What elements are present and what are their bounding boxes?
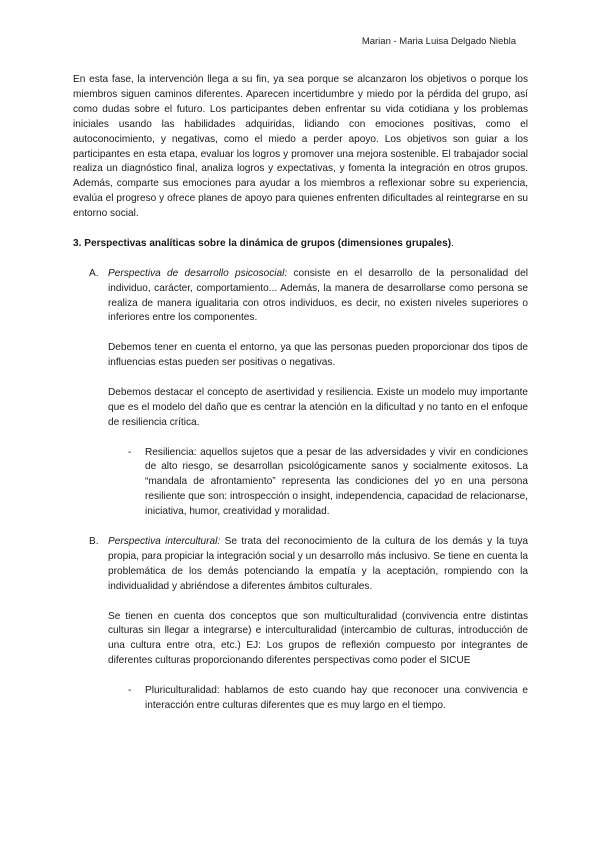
list-marker-b: B. [89, 536, 99, 547]
item-a-bullet [73, 446, 528, 521]
bullet-dash-a: - [128, 446, 132, 458]
item-a-bullet-text: Resiliencia: aquellos sujetos que a pesar de las adversidades y vivir en condiciones de alto riesgo, se desarrollan psicológicamente sanos y socialmente exitosos. La “mandala de afrontamiento” representa las condiciones del yo en una persona resiliente que son: introspección o insight, independencia, capacidad de relacionarse, iniciativa, humor, creatividad y moralidad. [145, 446, 528, 518]
section-heading-text: 3. Perspectivas analíticas sobre la dinámica de grupos (dimensiones grupales) [73, 237, 452, 249]
item-b-title: Perspectiva intercultural: [108, 536, 221, 547]
page-header-author: Marian - Maria Luisa Delgado Niebla [361, 36, 516, 47]
item-a-paragraph-3: Debemos destacar el concepto de asertividad y resiliencia. Existe un modelo muy importante que es el modelo del daño que es centrar la atención en la dificultad y no tanto en el enfoque de resiliencia crítica. [108, 386, 528, 428]
item-b-paragraph-2: Se tienen en cuenta dos conceptos que son multiculturalidad (convivencia entre distintas culturas sin llegar a integrarse) e interculturalidad (intercambio de culturas, introducción de una cultura entre otra, etc.) EJ: Los grupos de reflexión compuesto por integrantes de diferentes culturas proporcionando diferentes perspectivas como poder el SICUE [108, 610, 528, 667]
list-marker-a: A. [89, 267, 99, 279]
bullet-dash-b: - [128, 685, 132, 697]
document-body [73, 73, 528, 714]
section-heading-period: . [451, 237, 454, 249]
item-a-text: consiste en el desarrollo de la personalidad del individuo, carácter, comportamiento... Además, la manera de desarrollarse como persona se realiza de manera igualitaria con otros individuos, es decir, no existen niveles superiores o inferiores entre los componentes. [108, 267, 529, 324]
item-b-bullet-text: Pluriculturalidad: hablamos de esto cuando hay que reconocer una convivencia e interacción entre culturas diferentes que es muy largo en el tiempo. [145, 685, 528, 711]
item-a-title: Perspectiva de desarrollo psicosocial: [108, 267, 288, 279]
list-item-b [73, 535, 528, 684]
item-b-text: Se trata del reconocimiento de la cultura de los demás y la tuya propia, para propiciar la integración social y un desarrollo más inclusivo. Se tiene en cuenta la problemática de los demás potenciando la empatía y la aceptación, rompiendo con la individualidad y abriéndose a diferentes ámbitos culturales. [108, 536, 528, 592]
list-item-a [73, 267, 528, 446]
section-heading [73, 237, 528, 252]
intro-paragraph: En esta fase, la intervención llega a su fin, ya sea porque se alcanzaron los objetivos o porque los miembros siguen caminos diferentes. Aparecen incertidumbre y miedo por la pérdida del grupo, así como dudas sobre el futuro. Los participantes deben enfrentar su vida cotidiana y los problemas iniciales usando las habilidades adquiridas, lidiando con emociones positivas, como el autoconocimiento, y negativas, como el miedo a perder apoyo. Los objetivos son guiar a los participantes en esta etapa, evaluar los logros y promover una mejora sostenible. El trabajador social realiza un diagnóstico final, analiza logros y expectativas, y fomenta la integración en otros grupos. Además, comparte sus emociones para ayudar a los miembros a reflexionar sobre su experiencia, evalúa el progreso y ofrece planes de apoyo para quienes enfrenten dificultades al reintegrarse en su entorno social. [73, 74, 528, 220]
item-b-bullet [73, 684, 528, 714]
item-a-paragraph-2: Debemos tener en cuenta el entorno, ya que las personas pueden proporcionar dos tipos de influencias estas pueden ser positivas o negativas. [108, 342, 528, 369]
item-b-paragraph-1 [108, 535, 528, 595]
item-a-paragraph-1 [108, 267, 528, 327]
